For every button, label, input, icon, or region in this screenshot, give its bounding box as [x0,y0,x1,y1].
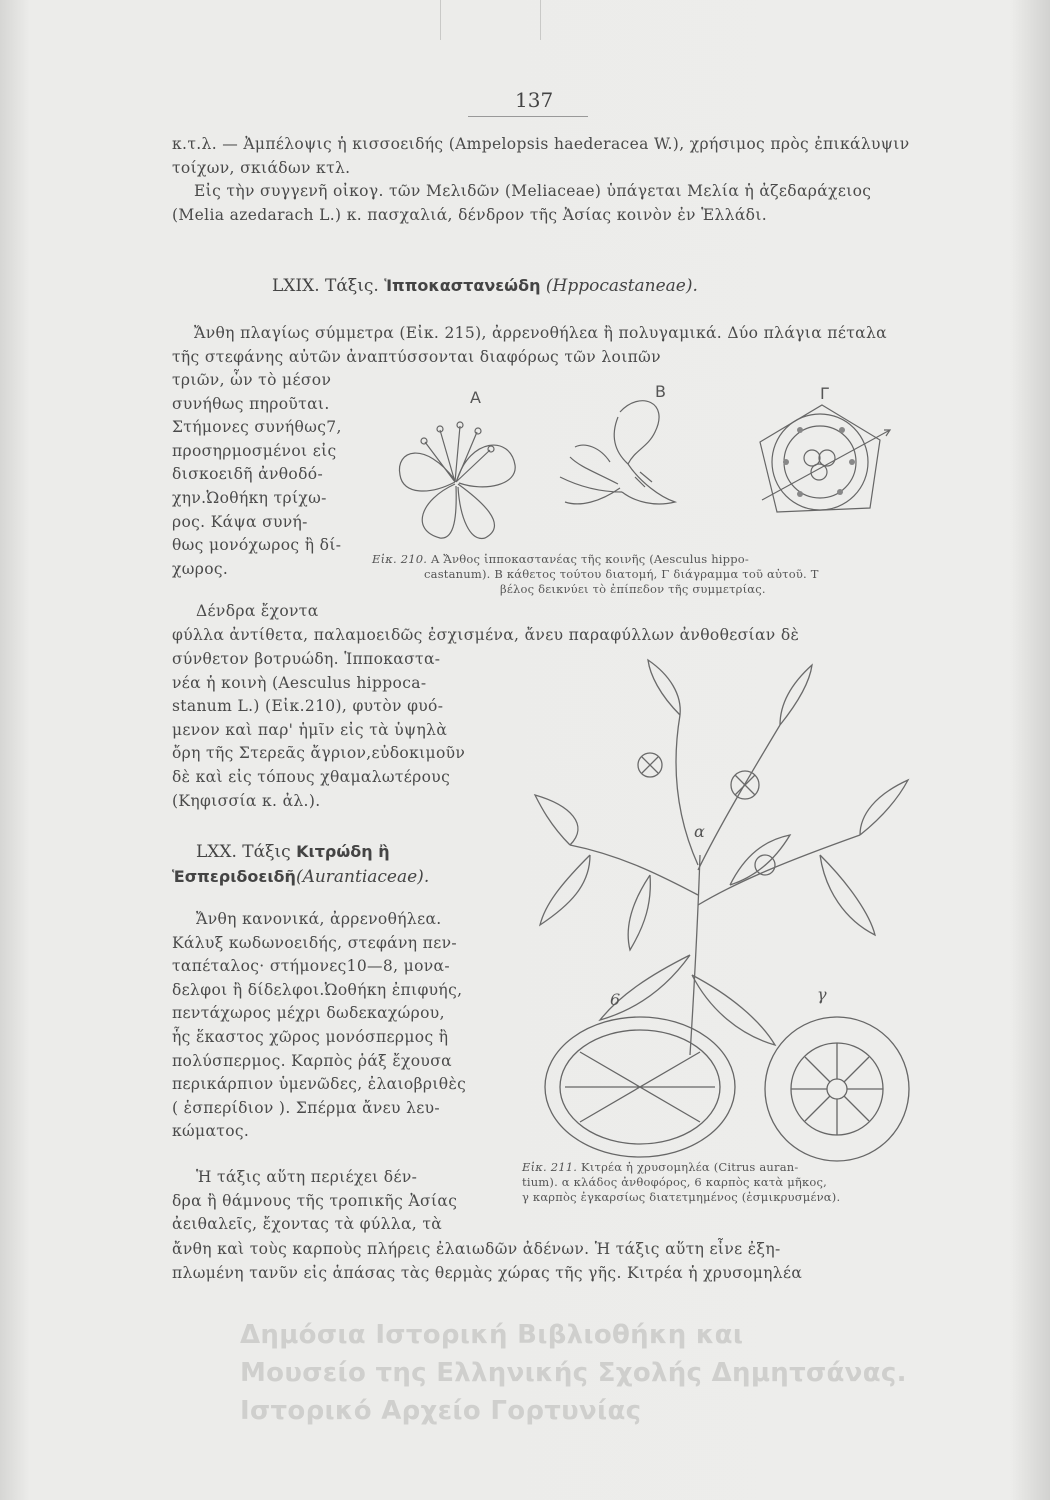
floral-diagram-drawing [752,400,897,530]
fig211-illustration-fruit-long [540,1012,740,1162]
fig210-label-c: Γ [820,384,829,403]
heading-lxx-name: Κιτρώδη ἢ [296,842,390,861]
paragraph-aesculus: σύνθετον βοτρυώδη. Ἱπποκαστα- νέα ἡ κοινὴ (Aesculus hippoca- stanum L.) (Εἰκ.210), φυτὸν φυό- μενον καὶ παρ' ἡμῖν εἰς τὰ ὑψηλὰ ὄρη τῆς Στερεᾶς ἄγριον,εὐδοκιμοῦν δὲ καὶ εἰς τόπους χθαμαλωτέρους (Κηφισσία κ. ἀλ.). [172,650,466,810]
page-crease [540,0,541,40]
fig210-caption-line: βέλος δεικνύει τὸ ἐπίπεδον τῆς συμμετρίας. [500,582,766,596]
fig211-illustration-fruit-cross [760,1012,915,1167]
paragraph-ampelopsis: κ.τ.λ. — Ἀμπέλοψις ἡ κισσοειδής (Ampelopsis haederacea W.), χρήσιμος πρὸς ἐπικάλυψιν τοίχων, σκιάδων κτλ. [172,135,910,177]
horse-chestnut-flower-drawing [385,420,530,545]
citrus-cross-section-drawing [760,1012,915,1167]
heading-lxx-number: LXX. Τάξις [196,842,291,862]
fig210-illustration-c [752,400,897,530]
fig210-label-a: A [470,388,481,407]
fig210-caption-number: Εἰκ. 210. [372,552,428,566]
paragraph-flowers-lxix-narrow: τριῶν, ὧν τὸ μέσον συνήθως πηροῦται. Στήμονες συνήθως7, προσηρμοσμένοι εἰς δισκοειδῆ ἀνθοδό- χην.Ὠοθήκη τρίχω- ρος. Κάψα συνή- θως μονόχωρος ἢ δί- χωρος. [172,371,342,578]
fig211-caption-line: γ καρπὸς ἐγκαρσίως διατετμημένος (ἐσμικρυσμένα). [522,1190,841,1204]
heading-lxx-alt-name: Ἑσπεριδοειδῆ [172,867,296,886]
citrus-longitudinal-section-drawing [540,1012,740,1162]
paragraph-aurantiaceae: Ἄνθη κανονικά, ἀρρενοθήλεα. Κάλυξ κωδωνοειδής, στεφάνη πεν- ταπέταλος· στήμονες10—8, μονα- δελφοι ἢ δίδελφοι.Ὠοθήκη ἐπιφυής, πεντάχωρος μέχρι δωδεκαχώρου, ἧς ἕκαστος χῶρος μονόσπερμος ἢ πολύσπερμος. Καρπὸς ῥάξ ἔχουσα περικάρπιον ὑμενῶδες, ἐλαιοβριθὲς ( ἑσπερίδιον ). Σπέρμα ἄνευ λευ- κώματος. [172,910,467,1141]
paragraph-meliaceae: Εἰς τὴν συγγενῆ οἰκογ. τῶν Μελιδῶν (Meliaceae) ὑπάγεται Μελία ἡ ἀζεδαράχειος (Melia azedarach L.) κ. πασχαλιά, δένδρον τῆς Ἀσίας κοινὸν ἐν Ἑλλάδι. [172,182,872,224]
fig211-caption-line: tium). α κλάδος ἀνθοφόρος, 6 καρπὸς κατὰ μῆκος, [522,1175,828,1189]
fig211-caption-line: Κιτρέα ἡ χρυσομηλέα (Citrus auran- [581,1160,799,1174]
heading-lxx-line2 [172,867,429,887]
fig210-caption-line: castanum). B κάθετος τούτου διατομή, Γ διάγραμμα τοῦ αὐτοῦ. Τ [424,567,819,581]
fig210-illustration-a [385,420,530,545]
heading-lxx-line1 [196,842,390,862]
fig211-caption-number: Εἰκ. 211. [522,1160,578,1174]
heading-lxx-latin: (Aurantiaceae). [295,867,430,887]
paragraph-tropical-asia-full: ἄνθη καὶ τοὺς καρποὺς πλήρεις ἐλαιωδῶν ἀδένων. Ἡ τάξις αὕτη εἶνε ἐξη- πλωμένη τανῦν εἰς ἁπάσας τὰς θερμὰς χώρας τῆς γῆς. Κιτρέα ἡ χρυσομηλέα [172,1240,803,1282]
library-watermark-line: Δημόσια Ιστορική Βιβλιοθήκη και [240,1320,744,1350]
page-number: 137 [515,88,554,112]
paragraph-trees-start: Δένδρα ἔχοντα [196,602,319,620]
paragraph-tropical-asia: Ἡ τάξις αὕτη περιέχει δέν- δρα ἢ θάμνους τῆς τροπικῆς Ἀσίας ἀειθαλεῖς, ἔχοντας τὰ φύλλα, τὰ [172,1168,458,1234]
page-number-rule [468,116,588,117]
fig211-label-a: α [694,822,705,841]
heading-lxix-name: Ἱπποκαστανεώδη [384,276,541,295]
fig211-label-b: 6 [610,990,621,1009]
library-watermark-line: Μουσείο της Ελληνικής Σχολής Δημητσάνας. [240,1358,907,1388]
paragraph-flowers-lxix: Ἄνθη πλαγίως σύμμετρα (Εἰκ. 215), ἀρρενοθήλεα ἢ πολυγαμικά. Δύο πλάγια πέταλα τῆς στεφάνης αὐτῶν ἀναπτύσσονται διαφόρως τῶν λοιπῶν [172,324,887,366]
fig210-illustration-b [540,392,680,532]
fig210-label-b: B [655,382,666,401]
library-watermark-line: Ιστορικό Αρχείο Γορτυνίας [240,1396,642,1426]
fig210-caption [372,552,912,597]
heading-lxix-latin: (Hppocastaneae). [545,276,698,296]
page-crease [440,0,441,40]
flower-section-drawing [540,392,680,532]
paragraph-trees-full: φύλλα ἀντίθετα, παλαμοειδῶς ἐσχισμένα, ἄνευ παραφύλλων ἀνθοθεσίαν δὲ [172,626,800,644]
heading-lxix-number: LXIX. Τάξις. [272,276,379,296]
fig210-caption-line: A Ἄνθος ἱπποκαστανέας τῆς κοινῆς (Aesculus hippo- [431,552,750,566]
fig211-label-c: γ [817,985,827,1004]
heading-lxix [272,276,698,296]
fig211-caption [522,1160,912,1205]
